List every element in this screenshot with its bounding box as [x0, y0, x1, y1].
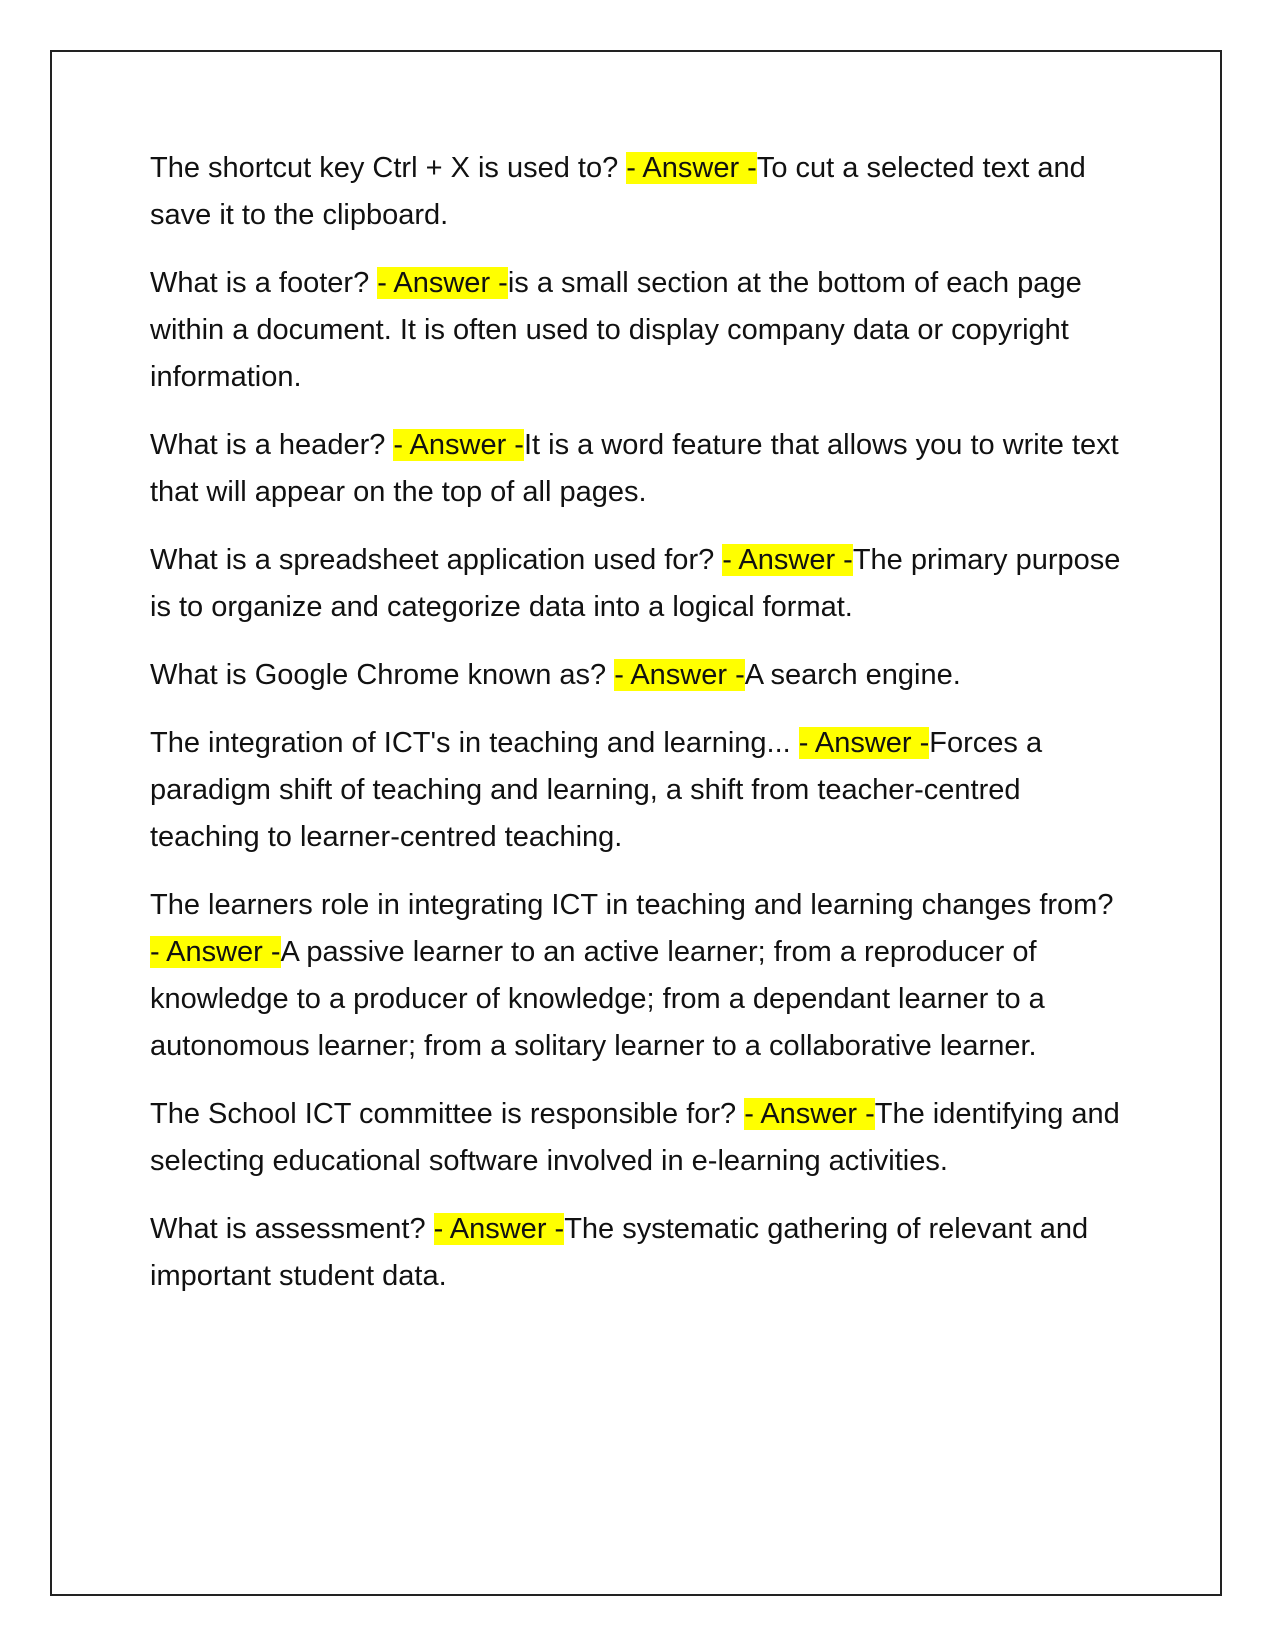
answer-marker: - Answer -: [626, 152, 757, 184]
question-text: What is Google Chrome known as?: [150, 659, 615, 691]
question-text: What is a spreadsheet application used for?: [150, 544, 723, 576]
qa-item: [150, 1091, 1130, 1185]
answer-marker: - Answer -: [377, 267, 508, 299]
answer-text: A search engine.: [744, 659, 961, 691]
qa-item: [150, 145, 1130, 239]
answer-marker: - Answer -: [744, 1098, 875, 1130]
answer-marker: - Answer -: [433, 1213, 565, 1245]
answer-text: The identifying and selecting educational software involved in e-learning activities.: [150, 1098, 1120, 1177]
answer-marker: - Answer -: [614, 659, 745, 691]
qa-list: [150, 145, 1130, 1321]
qa-item: [150, 537, 1130, 631]
answer-text: To cut a selected text and save it to the clipboard.: [150, 152, 1086, 231]
answer-text: The systematic gathering of relevant and important student data.: [150, 1213, 1089, 1292]
answer-marker: - Answer -: [393, 429, 524, 461]
question-text: The shortcut key Ctrl + X is used to?: [150, 152, 627, 184]
answer-text: The primary purpose is to organize and categorize data into a logical format.: [150, 544, 1121, 623]
answer-marker: - Answer -: [722, 544, 853, 576]
question-text: The School ICT committee is responsible for?: [150, 1098, 745, 1130]
qa-item: [150, 1206, 1130, 1300]
qa-item: [150, 720, 1130, 861]
answer-text: is a small section at the bottom of each page within a document. It is often used to display company data or copyright information.: [150, 267, 1082, 393]
question-text: What is a footer?: [150, 267, 378, 299]
answer-text: A passive learner to an active learner; from a reproducer of knowledge to a producer of knowledge; from a dependant learner to a autonomous learner; from a solitary learner to a collaborative learner.: [150, 936, 1045, 1062]
qa-item: [150, 652, 1130, 699]
question-text: What is a header?: [150, 429, 394, 461]
qa-item: [150, 422, 1130, 516]
answer-marker: - Answer -: [798, 727, 930, 759]
qa-item: [150, 882, 1130, 1070]
answer-text: It is a word feature that allows you to write text that will appear on the top of all pages.: [150, 429, 1119, 508]
question-text: The integration of ICT's in teaching and learning...: [150, 727, 799, 759]
answer-text: Forces a paradigm shift of teaching and learning, a shift from teacher-centred teaching to learner-centred teaching.: [150, 727, 1043, 853]
qa-item: [150, 260, 1130, 401]
answer-marker: - Answer -: [150, 936, 281, 968]
question-text: The learners role in integrating ICT in teaching and learning changes from?: [150, 889, 1114, 921]
question-text: What is assessment?: [150, 1213, 434, 1245]
